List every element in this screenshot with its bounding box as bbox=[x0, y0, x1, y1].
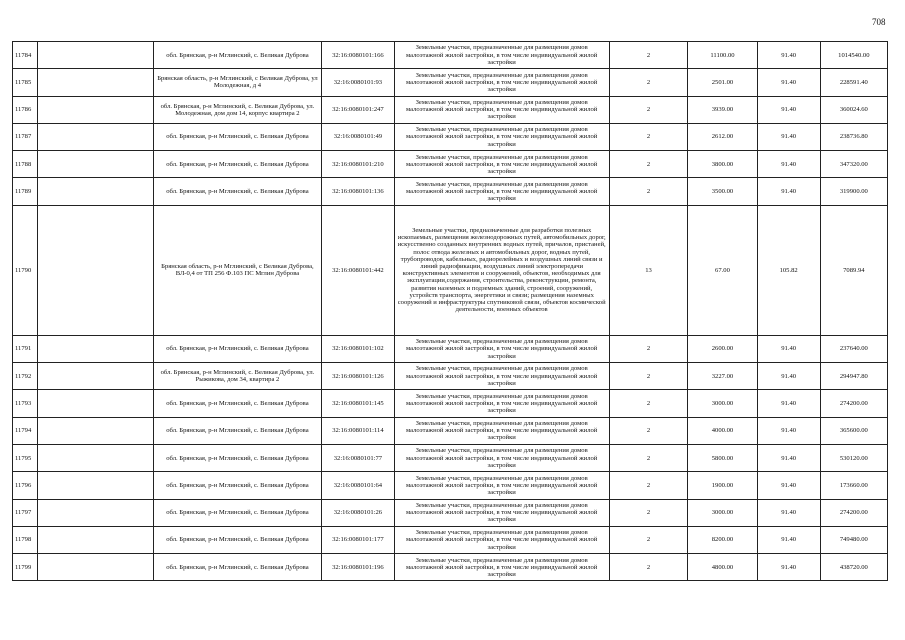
specific-value-cell: 91.40 bbox=[757, 42, 820, 69]
cadastral-value-cell: 274200.00 bbox=[820, 390, 887, 417]
table-body bbox=[13, 42, 888, 581]
cadastral-number-cell: 32:16:0080101:49 bbox=[322, 123, 394, 150]
specific-value-cell: 91.40 bbox=[757, 472, 820, 499]
table-row bbox=[13, 42, 888, 69]
table-row bbox=[13, 554, 888, 581]
address-cell: Брянская область, р-н Мглинский, с Великая Дуброва, ул Молодежная, д 4 bbox=[153, 69, 322, 96]
cadastral-number-cell: 32:16:0080101:114 bbox=[322, 417, 394, 444]
empty-cell bbox=[37, 69, 153, 96]
category-code-cell: 2 bbox=[609, 390, 688, 417]
land-purpose-cell: Земельные участки, предназначенные для размещения домов малоэтажной жилой застройки, в том числе индивидуальной жилой застройки bbox=[394, 363, 609, 390]
cadastral-number-cell: 32:16:0080101:26 bbox=[322, 499, 394, 526]
address-cell: обл. Брянская, р-н Мглинский, с. Великая Дуброва bbox=[153, 178, 322, 205]
land-purpose-cell: Земельные участки, предназначенные для размещения домов малоэтажной жилой застройки, в том числе индивидуальной жилой застройки bbox=[394, 96, 609, 123]
table-row bbox=[13, 472, 888, 499]
address-cell: обл. Брянская, р-н Мглинский, с. Великая Дуброва bbox=[153, 335, 322, 362]
cadastral-number-cell: 32:16:0080101:177 bbox=[322, 526, 394, 553]
empty-cell bbox=[37, 123, 153, 150]
specific-value-cell: 91.40 bbox=[757, 363, 820, 390]
empty-cell bbox=[37, 417, 153, 444]
empty-cell bbox=[37, 363, 153, 390]
empty-cell bbox=[37, 42, 153, 69]
address-cell: обл. Брянская, р-н Мглинский, с. Великая Дуброва bbox=[153, 123, 322, 150]
specific-value-cell: 91.40 bbox=[757, 444, 820, 471]
area-cell: 3000.00 bbox=[688, 390, 757, 417]
specific-value-cell: 91.40 bbox=[757, 390, 820, 417]
address-cell: обл. Брянская, р-н Мглинский, с. Великая Дуброва bbox=[153, 151, 322, 178]
row-number-cell: 11796 bbox=[13, 472, 38, 499]
table-row bbox=[13, 390, 888, 417]
cadastral-number-cell: 32:16:0080101:102 bbox=[322, 335, 394, 362]
area-cell: 3000.00 bbox=[688, 499, 757, 526]
cadastral-value-cell: 274200.00 bbox=[820, 499, 887, 526]
area-cell: 1900.00 bbox=[688, 472, 757, 499]
row-number-cell: 11788 bbox=[13, 151, 38, 178]
land-purpose-cell: Земельные участки, предназначенные для размещения домов малоэтажной жилой застройки, в том числе индивидуальной жилой застройки bbox=[394, 554, 609, 581]
specific-value-cell: 91.40 bbox=[757, 96, 820, 123]
area-cell: 3500.00 bbox=[688, 178, 757, 205]
table-row bbox=[13, 417, 888, 444]
row-number-cell: 11793 bbox=[13, 390, 38, 417]
specific-value-cell: 91.40 bbox=[757, 526, 820, 553]
row-number-cell: 11795 bbox=[13, 444, 38, 471]
cadastral-value-cell: 237640.00 bbox=[820, 335, 887, 362]
land-purpose-cell: Земельные участки, предназначенные для размещения домов малоэтажной жилой застройки, в том числе индивидуальной жилой застройки bbox=[394, 499, 609, 526]
cadastral-number-cell: 32:16:0080101:196 bbox=[322, 554, 394, 581]
empty-cell bbox=[37, 205, 153, 335]
cadastral-value-table bbox=[12, 41, 888, 581]
area-cell: 3227.00 bbox=[688, 363, 757, 390]
cadastral-number-cell: 32:16:0080101:136 bbox=[322, 178, 394, 205]
address-cell: обл. Брянская, р-н Мглинский, с. Великая Дуброва bbox=[153, 444, 322, 471]
area-cell: 3939.00 bbox=[688, 96, 757, 123]
cadastral-value-cell: 1014540.00 bbox=[820, 42, 887, 69]
row-number-cell: 11798 bbox=[13, 526, 38, 553]
table-row bbox=[13, 151, 888, 178]
cadastral-number-cell: 32:16:0080101:166 bbox=[322, 42, 394, 69]
row-number-cell: 11792 bbox=[13, 363, 38, 390]
row-number-cell: 11784 bbox=[13, 42, 38, 69]
land-purpose-cell: Земельные участки, предназначенные для размещения домов малоэтажной жилой застройки, в том числе индивидуальной жилой застройки bbox=[394, 472, 609, 499]
row-number-cell: 11785 bbox=[13, 69, 38, 96]
empty-cell bbox=[37, 178, 153, 205]
table-row bbox=[13, 499, 888, 526]
empty-cell bbox=[37, 472, 153, 499]
address-cell: обл. Брянская, р-н Мглинский, с. Великая Дуброва bbox=[153, 526, 322, 553]
land-purpose-cell: Земельные участки, предназначенные для размещения домов малоэтажной жилой застройки, в том числе индивидуальной жилой застройки bbox=[394, 42, 609, 69]
land-purpose-cell: Земельные участки, предназначенные для размещения домов малоэтажной жилой застройки, в том числе индивидуальной жилой застройки bbox=[394, 178, 609, 205]
category-code-cell: 2 bbox=[609, 42, 688, 69]
area-cell: 2600.00 bbox=[688, 335, 757, 362]
cadastral-number-cell: 32:16:0080101:145 bbox=[322, 390, 394, 417]
cadastral-value-cell: 294947.80 bbox=[820, 363, 887, 390]
category-code-cell: 2 bbox=[609, 96, 688, 123]
row-number-cell: 11791 bbox=[13, 335, 38, 362]
land-purpose-cell: Земельные участки, предназначенные для размещения домов малоэтажной жилой застройки, в том числе индивидуальной жилой застройки bbox=[394, 123, 609, 150]
cadastral-number-cell: 32:16:0080101:77 bbox=[322, 444, 394, 471]
category-code-cell: 2 bbox=[609, 417, 688, 444]
row-number-cell: 11787 bbox=[13, 123, 38, 150]
category-code-cell: 2 bbox=[609, 499, 688, 526]
empty-cell bbox=[37, 499, 153, 526]
area-cell: 2501.00 bbox=[688, 69, 757, 96]
category-code-cell: 2 bbox=[609, 444, 688, 471]
category-code-cell: 2 bbox=[609, 335, 688, 362]
cadastral-number-cell: 32:16:0080101:442 bbox=[322, 205, 394, 335]
land-purpose-cell: Земельные участки, предназначенные для размещения домов малоэтажной жилой застройки, в том числе индивидуальной жилой застройки bbox=[394, 69, 609, 96]
category-code-cell: 2 bbox=[609, 526, 688, 553]
cadastral-value-cell: 438720.00 bbox=[820, 554, 887, 581]
cadastral-number-cell: 32:16:0080101:210 bbox=[322, 151, 394, 178]
cadastral-value-cell: 319900.00 bbox=[820, 178, 887, 205]
table-row bbox=[13, 363, 888, 390]
empty-cell bbox=[37, 151, 153, 178]
address-cell: обл. Брянская, р-н Мглинский, с. Великая Дуброва bbox=[153, 554, 322, 581]
empty-cell bbox=[37, 335, 153, 362]
land-purpose-cell: Земельные участки, предназначенные для размещения домов малоэтажной жилой застройки, в том числе индивидуальной жилой застройки bbox=[394, 526, 609, 553]
table-row bbox=[13, 335, 888, 362]
address-cell: обл. Брянская, р-н Мглинский, с. Великая Дуброва bbox=[153, 499, 322, 526]
specific-value-cell: 91.40 bbox=[757, 123, 820, 150]
cadastral-number-cell: 32:16:0080101:247 bbox=[322, 96, 394, 123]
category-code-cell: 2 bbox=[609, 69, 688, 96]
address-cell: обл. Брянская, р-н Мглинский, с. Великая Дуброва, ул. Молодежная, дом дом 14, корпус квартира 2 bbox=[153, 96, 322, 123]
empty-cell bbox=[37, 96, 153, 123]
cadastral-number-cell: 32:16:0080101:93 bbox=[322, 69, 394, 96]
table-row bbox=[13, 444, 888, 471]
area-cell: 4800.00 bbox=[688, 554, 757, 581]
land-purpose-cell: Земельные участки, предназначенные для размещения домов малоэтажной жилой застройки, в том числе индивидуальной жилой застройки bbox=[394, 417, 609, 444]
cadastral-value-cell: 347320.00 bbox=[820, 151, 887, 178]
cadastral-value-cell: 365600.00 bbox=[820, 417, 887, 444]
address-cell: Брянская область, р-н Мглинский, с Великая Дуброва, ВЛ-0,4 от ТП 256 Ф.103 ПС Мглин Дуброва bbox=[153, 205, 322, 335]
land-purpose-cell: Земельные участки, предназначенные для разработки полезных ископаемых, размещения железнодорожных путей, автомобильных дорог, искусственно созданных внутренних водных путей, причалов, пристаней, полос отвода железных и автомобильных дорог, водных путей, трубопроводов, кабельных, радиорелейных и воздушных линий связи и линий радиофикации, воздушных линий электропередачи конструктивных элементов и сооружений, объектов, необходимых для эксплуатации,содержания, строительства, реконструкции, ремонта, развития наземных и подземных зданий, строений, сооружений, устройств транспорта, энергетики и связи; размещения наземных сооружений и инфраструктуры спутниковой связи, объектов космической деятельности, военных объектов bbox=[394, 205, 609, 335]
row-number-cell: 11799 bbox=[13, 554, 38, 581]
specific-value-cell: 91.40 bbox=[757, 335, 820, 362]
cadastral-value-cell: 360024.60 bbox=[820, 96, 887, 123]
page-number: 708 bbox=[872, 17, 886, 27]
category-code-cell: 2 bbox=[609, 472, 688, 499]
cadastral-number-cell: 32:16:0080101:126 bbox=[322, 363, 394, 390]
category-code-cell: 2 bbox=[609, 178, 688, 205]
area-cell: 2612.00 bbox=[688, 123, 757, 150]
row-number-cell: 11790 bbox=[13, 205, 38, 335]
row-number-cell: 11789 bbox=[13, 178, 38, 205]
cadastral-value-cell: 530120.00 bbox=[820, 444, 887, 471]
cadastral-value-cell: 238736.80 bbox=[820, 123, 887, 150]
cadastral-value-cell: 173660.00 bbox=[820, 472, 887, 499]
category-code-cell: 2 bbox=[609, 554, 688, 581]
area-cell: 11100.00 bbox=[688, 42, 757, 69]
land-purpose-cell: Земельные участки, предназначенные для размещения домов малоэтажной жилой застройки, в том числе индивидуальной жилой застройки bbox=[394, 151, 609, 178]
address-cell: обл. Брянская, р-н Мглинский, с. Великая Дуброва, ул. Рыжикова, дом 34, квартира 2 bbox=[153, 363, 322, 390]
specific-value-cell: 91.40 bbox=[757, 69, 820, 96]
category-code-cell: 13 bbox=[609, 205, 688, 335]
table-row bbox=[13, 526, 888, 553]
table-row bbox=[13, 178, 888, 205]
specific-value-cell: 91.40 bbox=[757, 417, 820, 444]
row-number-cell: 11797 bbox=[13, 499, 38, 526]
cadastral-value-cell: 7089.94 bbox=[820, 205, 887, 335]
table-row bbox=[13, 205, 888, 335]
area-cell: 5800.00 bbox=[688, 444, 757, 471]
area-cell: 3800.00 bbox=[688, 151, 757, 178]
empty-cell bbox=[37, 390, 153, 417]
table-row bbox=[13, 69, 888, 96]
category-code-cell: 2 bbox=[609, 363, 688, 390]
category-code-cell: 2 bbox=[609, 151, 688, 178]
table-row bbox=[13, 96, 888, 123]
land-purpose-cell: Земельные участки, предназначенные для размещения домов малоэтажной жилой застройки, в том числе индивидуальной жилой застройки bbox=[394, 390, 609, 417]
row-number-cell: 11786 bbox=[13, 96, 38, 123]
address-cell: обл. Брянская, р-н Мглинский, с. Великая Дуброва bbox=[153, 42, 322, 69]
empty-cell bbox=[37, 444, 153, 471]
area-cell: 4000.00 bbox=[688, 417, 757, 444]
row-number-cell: 11794 bbox=[13, 417, 38, 444]
area-cell: 67.00 bbox=[688, 205, 757, 335]
area-cell: 8200.00 bbox=[688, 526, 757, 553]
empty-cell bbox=[37, 526, 153, 553]
specific-value-cell: 91.40 bbox=[757, 499, 820, 526]
category-code-cell: 2 bbox=[609, 123, 688, 150]
address-cell: обл. Брянская, р-н Мглинский, с. Великая Дуброва bbox=[153, 472, 322, 499]
cadastral-value-cell: 228591.40 bbox=[820, 69, 887, 96]
specific-value-cell: 91.40 bbox=[757, 554, 820, 581]
specific-value-cell: 105.82 bbox=[757, 205, 820, 335]
address-cell: обл. Брянская, р-н Мглинский, с. Великая Дуброва bbox=[153, 417, 322, 444]
land-purpose-cell: Земельные участки, предназначенные для размещения домов малоэтажной жилой застройки, в том числе индивидуальной жилой застройки bbox=[394, 335, 609, 362]
cadastral-value-cell: 749480.00 bbox=[820, 526, 887, 553]
specific-value-cell: 91.40 bbox=[757, 178, 820, 205]
address-cell: обл. Брянская, р-н Мглинский, с. Великая Дуброва bbox=[153, 390, 322, 417]
table-row bbox=[13, 123, 888, 150]
empty-cell bbox=[37, 554, 153, 581]
cadastral-number-cell: 32:16:0080101:64 bbox=[322, 472, 394, 499]
land-purpose-cell: Земельные участки, предназначенные для размещения домов малоэтажной жилой застройки, в том числе индивидуальной жилой застройки bbox=[394, 444, 609, 471]
specific-value-cell: 91.40 bbox=[757, 151, 820, 178]
